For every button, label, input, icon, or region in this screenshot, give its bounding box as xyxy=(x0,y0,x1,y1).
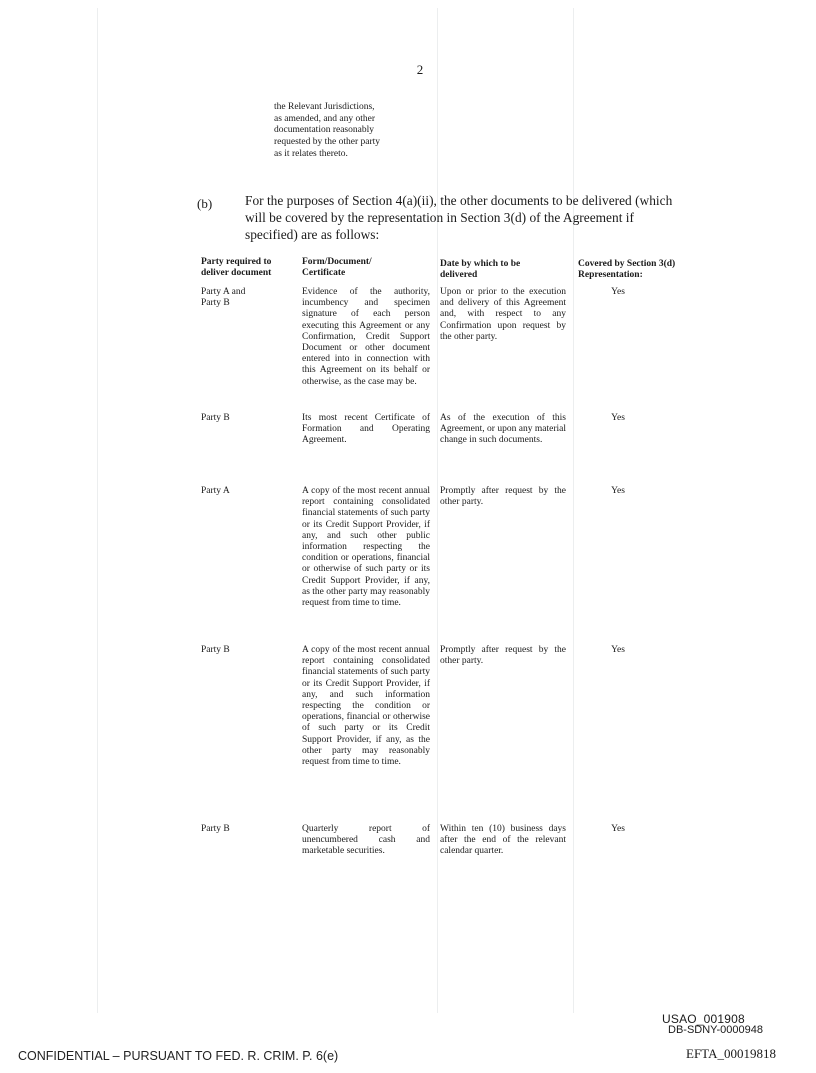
continuation-text xyxy=(274,102,419,161)
table-cell-covered: Yes xyxy=(611,486,625,496)
table-cell-date: Upon or prior to the execution and delivery of this Agreement and, with respect to any Confirmation upon request by the other party. xyxy=(440,287,566,342)
header-covered: Covered by Section 3(d) Representation: xyxy=(578,259,676,281)
efta-number: EFTA_00019818 xyxy=(686,1046,776,1061)
header-party: Party required to deliver document xyxy=(201,257,272,279)
confidential-notice: CONFIDENTIAL – PURSUANT TO FED. R. CRIM. P. 6(e) xyxy=(18,1049,339,1063)
scan-artifact-line xyxy=(437,8,438,1013)
table-cell-date: Within ten (10) business days after the end of the relevant calendar quarter. xyxy=(440,824,566,857)
page-number: 2 xyxy=(416,62,424,77)
sdny-bates-number: DB-SDNY-0000948 xyxy=(668,1024,763,1036)
section-b-paragraph: For the purposes of Section 4(a)(ii), the other documents to be delivered (which will be covered by the representation in Section 3(d) of the Agreement if specified) are as follows: xyxy=(245,193,673,242)
table-cell-party: Party B xyxy=(201,824,230,834)
table-cell-party: Party A and Party B xyxy=(201,287,246,309)
table-cell-form: A copy of the most recent annual report containing consolidated financial statements of such party or its Credit Support Provider, if any, and such information respecting the condition or operations, financial or otherwise of such party or its Credit Support Provider, if any, as the other party may reasonably request from time to time. xyxy=(302,645,430,768)
table-cell-covered: Yes xyxy=(611,645,625,655)
table-cell-party: Party A xyxy=(201,486,230,496)
table-cell-covered: Yes xyxy=(611,824,625,834)
table-cell-party: Party B xyxy=(201,413,230,423)
header-date: Date by which to be delivered xyxy=(440,259,521,281)
table-cell-covered: Yes xyxy=(611,287,625,297)
continuation-line: requested by the other party xyxy=(274,137,381,148)
table-cell-date: Promptly after request by the other party. xyxy=(440,645,566,667)
table-cell-date: Promptly after request by the other party. xyxy=(440,486,566,508)
continuation-line: documentation reasonably xyxy=(274,125,374,136)
continuation-line: as it relates thereto. xyxy=(274,148,348,159)
section-b-label: (b) xyxy=(197,196,213,211)
scan-artifact-line xyxy=(97,8,98,1013)
table-cell-party: Party B xyxy=(201,645,230,655)
usao-bates-number: USAO_001908 xyxy=(662,1012,745,1026)
header-form: Form/Document/ Certificate xyxy=(302,257,372,279)
scan-artifact-line xyxy=(573,8,574,1013)
table-cell-form: Its most recent Certificate of Formation and Operating Agreement. xyxy=(302,413,430,446)
table-cell-form: Quarterly report of unencumbered cash and marketable securities. xyxy=(302,824,430,857)
table-cell-covered: Yes xyxy=(611,413,625,423)
table-cell-form: Evidence of the authority, incumbency and specimen signature of each person executing this Agreement or any Confirmation, Credit Support Document or other document entered into in connection with this Agreement on its behalf or otherwise, as the case may be. xyxy=(302,287,430,387)
table-cell-form: A copy of the most recent annual report containing consolidated financial statements of such party or its Credit Support Provider, if any, and such other public information respecting the condition or operations, financial or otherwise of such party or its Credit Support Provider, if any, as the other party may reasonably request from time to time. xyxy=(302,486,430,609)
continuation-line: the Relevant Jurisdictions, xyxy=(274,102,375,112)
table-cell-date: As of the execution of this Agreement, or upon any material change in such documents. xyxy=(440,413,566,446)
continuation-line: as amended, and any other xyxy=(274,113,376,124)
